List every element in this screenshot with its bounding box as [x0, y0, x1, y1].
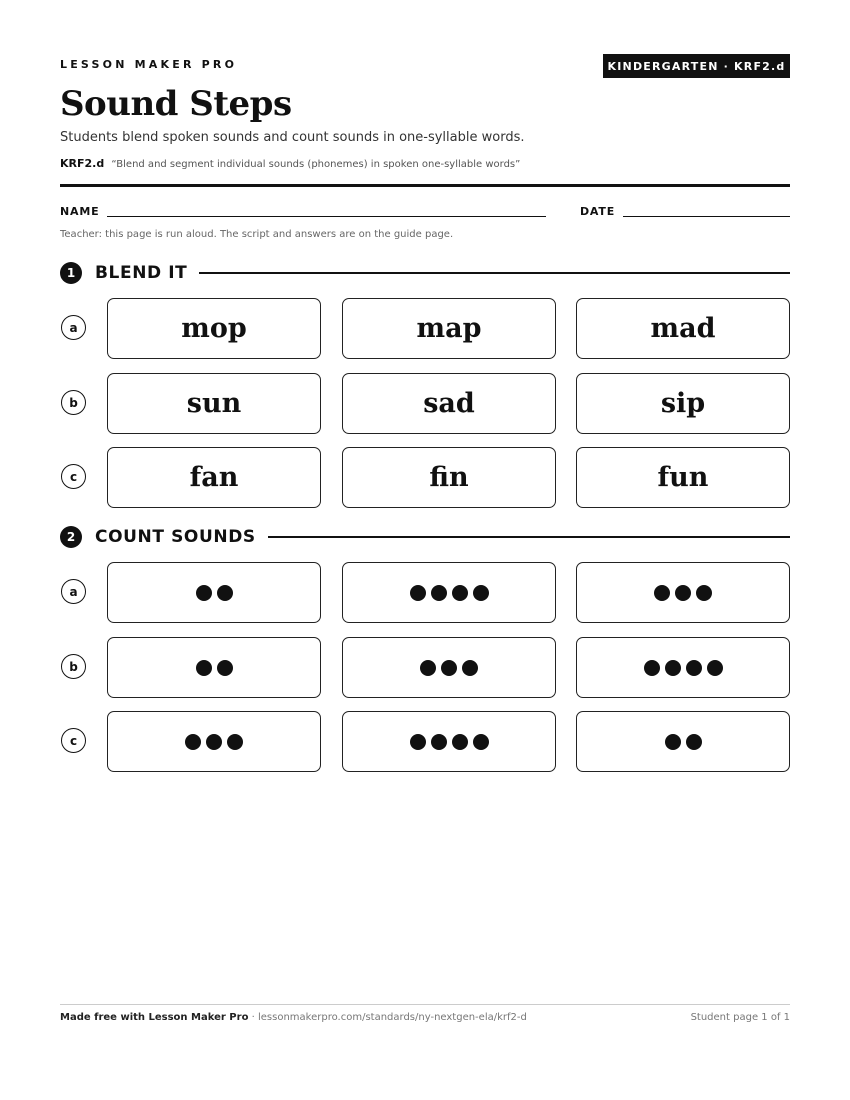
section-title: BLEND IT — [95, 263, 188, 283]
sound-dot — [452, 734, 468, 750]
sound-dot — [441, 660, 457, 676]
sound-dot — [686, 660, 702, 676]
word: sun — [186, 388, 242, 419]
section-blend-it-header — [60, 260, 790, 286]
sound-dots — [185, 734, 243, 750]
sound-dots — [196, 660, 233, 676]
word-card[interactable] — [576, 373, 790, 434]
row-label: c — [61, 728, 86, 753]
word: sad — [423, 388, 475, 419]
sound-dot — [420, 660, 436, 676]
sound-dot — [644, 660, 660, 676]
word-card[interactable] — [342, 373, 556, 434]
sound-dot — [196, 585, 212, 601]
sound-dots — [420, 660, 478, 676]
section-rule — [199, 272, 790, 274]
footer-separator: · — [248, 1012, 258, 1023]
footer-divider — [60, 1004, 790, 1005]
standard-line — [60, 157, 520, 170]
word: mad — [650, 313, 716, 344]
word: fan — [189, 462, 239, 493]
section-number: 2 — [60, 526, 82, 548]
dot-card[interactable] — [576, 637, 790, 698]
word: sip — [660, 388, 706, 419]
date-field-line[interactable] — [623, 216, 790, 217]
section-rule — [268, 536, 790, 538]
brand-name: LESSON MAKER PRO — [60, 58, 238, 71]
sound-dot — [431, 734, 447, 750]
dot-card[interactable] — [576, 711, 790, 772]
dot-card[interactable] — [342, 711, 556, 772]
sound-dot — [707, 660, 723, 676]
footer-url[interactable]: lessonmakerpro.com/standards/ny-nextgen-ela/krf2-d — [257, 1012, 527, 1023]
sound-dot — [196, 660, 212, 676]
header-divider — [60, 184, 790, 187]
row-label: c — [61, 464, 86, 489]
sound-dots — [644, 660, 723, 676]
word-card[interactable] — [107, 298, 321, 359]
sound-dot — [227, 734, 243, 750]
sound-dot — [410, 734, 426, 750]
word-card[interactable] — [342, 298, 556, 359]
sound-dots — [196, 585, 233, 601]
word: fin — [429, 462, 469, 493]
sound-dot — [185, 734, 201, 750]
word-card[interactable] — [107, 373, 321, 434]
row-label: a — [61, 579, 86, 604]
word-card[interactable] — [576, 447, 790, 508]
footer-credit — [60, 1012, 527, 1023]
name-label: NAME — [60, 205, 100, 218]
standard-code: KRF2.d — [60, 157, 105, 170]
word-card[interactable] — [576, 298, 790, 359]
sound-dots — [410, 585, 489, 601]
date-label: DATE — [580, 205, 616, 218]
sound-dot — [654, 585, 670, 601]
sound-dot — [410, 585, 426, 601]
sound-dots — [654, 585, 712, 601]
sound-dot — [206, 734, 222, 750]
dot-card[interactable] — [342, 637, 556, 698]
sound-dots — [410, 734, 489, 750]
dot-card[interactable] — [107, 637, 321, 698]
sound-dot — [462, 660, 478, 676]
word-card[interactable] — [107, 447, 321, 508]
word-card[interactable] — [342, 447, 556, 508]
sound-dot — [675, 585, 691, 601]
sound-dot — [473, 585, 489, 601]
dot-card[interactable] — [576, 562, 790, 623]
sound-dots — [665, 734, 702, 750]
row-label: b — [61, 390, 86, 415]
standard-text: “Blend and segment individual sounds (phonemes) in spoken one-syllable words” — [111, 159, 521, 170]
section-count-sounds-header — [60, 524, 790, 550]
page-subtitle: Students blend spoken sounds and count sounds in one-syllable words. — [60, 130, 525, 145]
sound-dot — [452, 585, 468, 601]
word: fun — [657, 462, 709, 493]
grade-badge: KINDERGARTEN · KRF2.d — [603, 54, 790, 78]
sound-dot — [696, 585, 712, 601]
section-number: 1 — [60, 262, 82, 284]
page-title: Sound Steps — [60, 84, 292, 124]
dot-card[interactable] — [342, 562, 556, 623]
row-label: b — [61, 654, 86, 679]
sound-dot — [217, 660, 233, 676]
name-field-line[interactable] — [107, 216, 546, 217]
footer-page-number: Student page 1 of 1 — [690, 1012, 790, 1023]
sound-dot — [217, 585, 233, 601]
word: map — [416, 313, 482, 344]
sound-dot — [431, 585, 447, 601]
sound-dot — [665, 734, 681, 750]
footer-made-with: Made free with Lesson Maker Pro — [60, 1012, 249, 1023]
sound-dot — [686, 734, 702, 750]
teacher-note: Teacher: this page is run aloud. The script and answers are on the guide page. — [60, 229, 454, 240]
sound-dot — [473, 734, 489, 750]
word: mop — [181, 313, 247, 344]
row-label: a — [61, 315, 86, 340]
dot-card[interactable] — [107, 711, 321, 772]
section-title: COUNT SOUNDS — [95, 527, 256, 547]
dot-card[interactable] — [107, 562, 321, 623]
sound-dot — [665, 660, 681, 676]
